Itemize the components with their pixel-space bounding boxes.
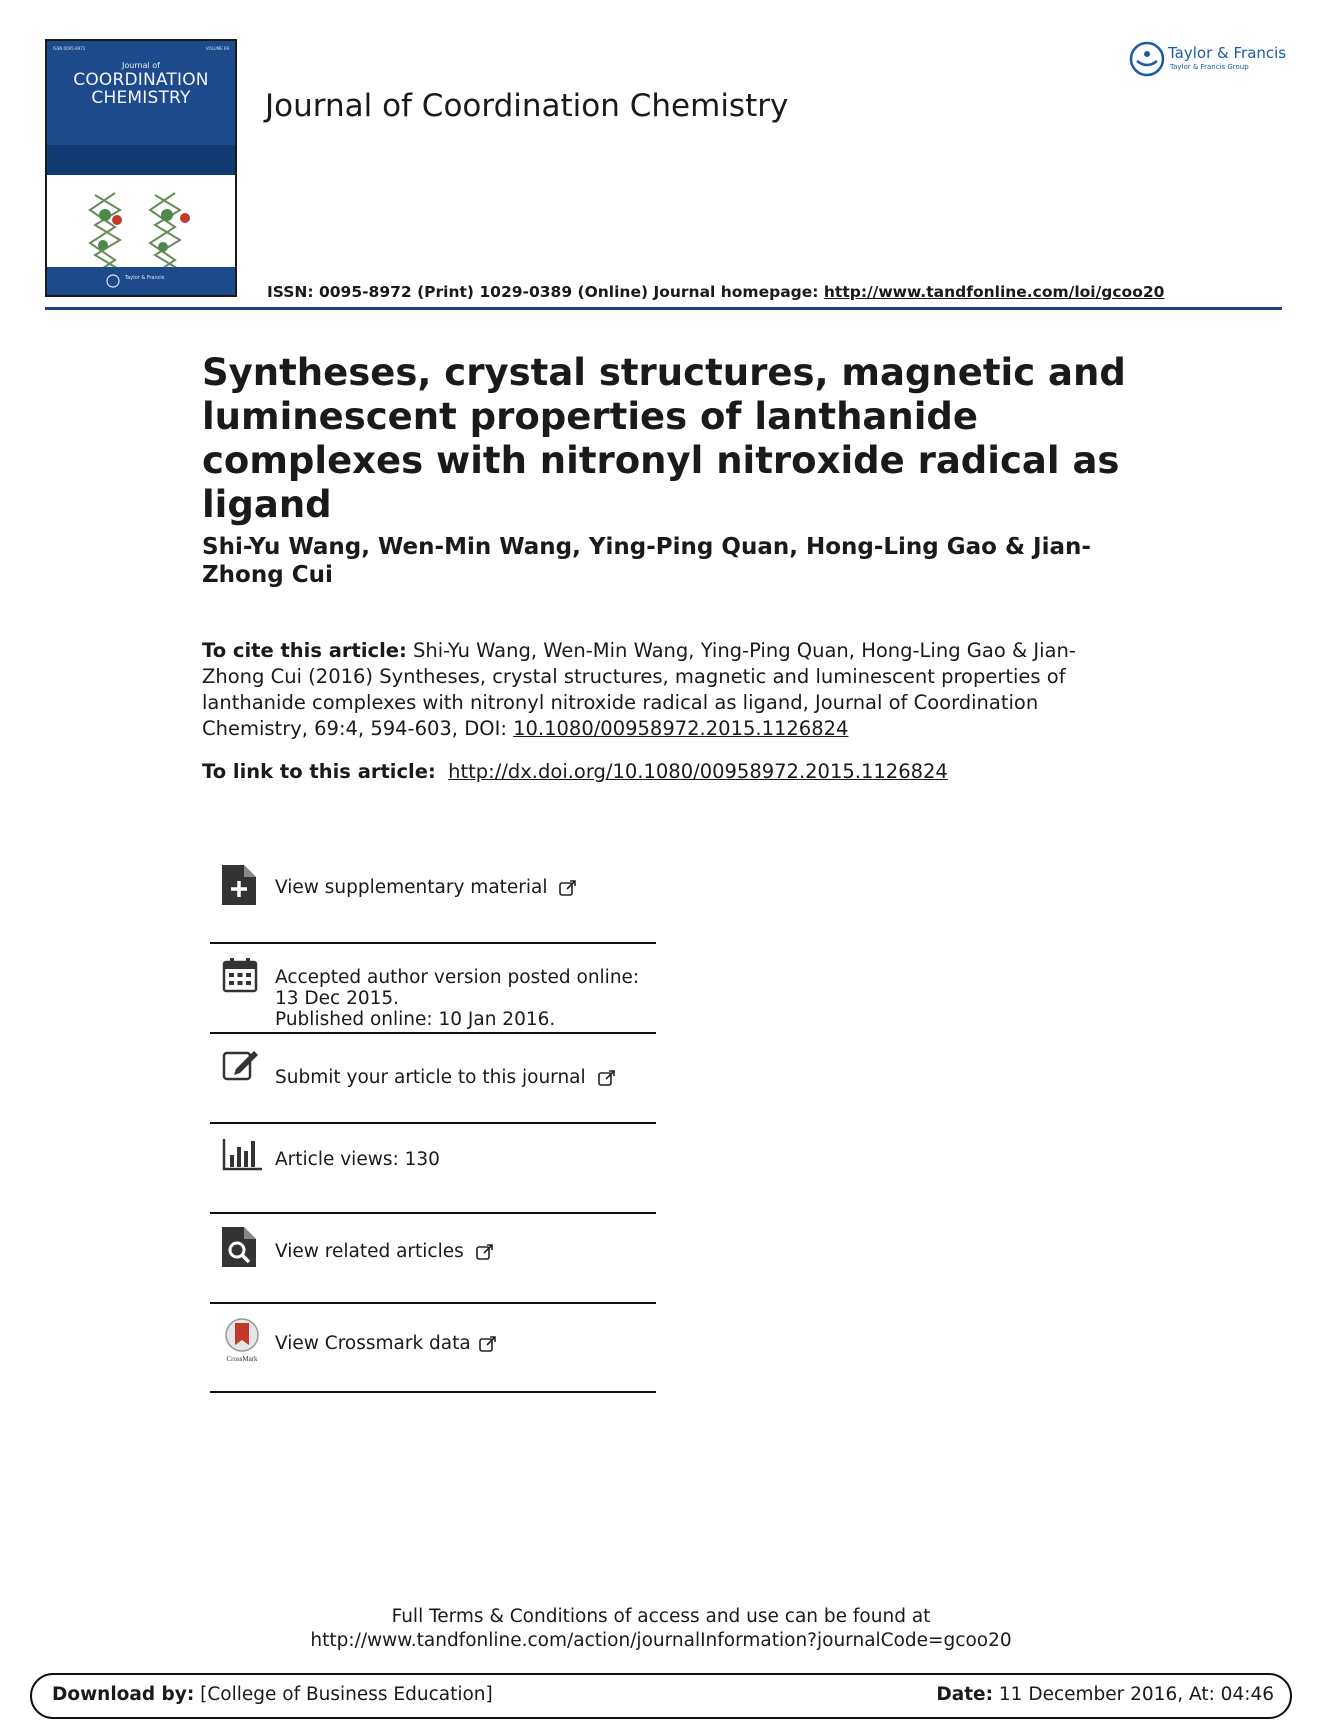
download-by (52, 1684, 493, 1705)
external-link-icon (559, 879, 577, 897)
journal-name: Journal of Coordination Chemistry (265, 88, 789, 124)
article-link-block (202, 760, 1132, 783)
crossmark-logo-text: CrossMark (226, 1355, 258, 1363)
cite-label: To cite this article: (202, 639, 407, 662)
journal-homepage-link[interactable]: http://www.tandfonline.com/loi/gcoo20 (823, 283, 1165, 301)
document-search-icon (222, 1227, 256, 1267)
info-divider (210, 1032, 656, 1034)
external-link-icon (476, 1243, 494, 1261)
journal-cover-image: ISSN 0095-8972 VOLUME 69 Journal of COORDINATION CHEMISTRY Taylor & Francis (45, 39, 237, 297)
edit-icon (222, 1047, 260, 1081)
publication-dates-item (210, 955, 656, 1030)
cite-text: Shi-Yu Wang, Wen-Min Wang, Ying-Ping Quan, Hong-Ling Gao & Jian-Zhong Cui (2016) Syntheses, crystal structures, magnetic and luminescent properties of lanthanide complexes with nitronyl nitroxide radical as ligand, Journal of Coordination Chemistry, 69:4, 594-603, DOI: (202, 639, 1076, 740)
published-date: Published online: 10 Jan 2016. (275, 1009, 556, 1030)
related-articles-item[interactable] (210, 1225, 656, 1285)
link-label: To link to this article: (202, 760, 436, 783)
submit-label: Submit your article to this journal (275, 1067, 586, 1088)
supplementary-material-item[interactable] (210, 865, 656, 925)
file-plus-icon (222, 865, 256, 905)
download-label: Download by: (52, 1684, 195, 1705)
article-authors: Shi-Yu Wang, Wen-Min Wang, Ying-Ping Quan, Hong-Ling Gao & Jian-Zhong Cui (202, 534, 1091, 588)
publisher-name: Taylor & Francis (1168, 44, 1287, 62)
taylor-francis-logo-icon (1128, 40, 1166, 78)
issn-line (267, 283, 1164, 301)
date-value: 11 December 2016, At: 04:46 (998, 1684, 1274, 1705)
download-institution: [College of Business Education] (200, 1684, 493, 1705)
crossmark-label: View Crossmark data (275, 1333, 471, 1354)
info-divider (210, 942, 656, 944)
download-date (936, 1684, 1274, 1705)
submit-article-item[interactable] (210, 1045, 656, 1105)
article-title: Syntheses, crystal structures, magnetic and luminescent properties of lanthanide complexes with nitronyl nitroxide radical as ligand (202, 351, 1126, 526)
publisher-group: Taylor & Francis Group (1170, 63, 1249, 71)
calendar-icon (222, 957, 258, 993)
crossmark-logo-icon (222, 1317, 262, 1363)
related-label: View related articles (275, 1241, 464, 1262)
doi-link[interactable]: 10.1080/00958972.2015.1126824 (513, 717, 849, 740)
info-divider (210, 1302, 656, 1304)
citation-block (202, 638, 1132, 742)
terms-line-1: Full Terms & Conditions of access and use can be found at (391, 1606, 931, 1627)
header-divider (45, 307, 1282, 310)
terms-notice (0, 1605, 1322, 1653)
info-divider (210, 1391, 656, 1393)
terms-url[interactable]: http://www.tandfonline.com/action/journalInformation?journalCode=gcoo20 (310, 1630, 1012, 1651)
info-divider (210, 1212, 656, 1214)
views-count: Article views: 130 (275, 1149, 440, 1170)
external-link-icon (598, 1069, 616, 1087)
article-views-item (210, 1135, 656, 1195)
cover-journal-of: Journal of (122, 61, 160, 70)
cover-title: COORDINATION CHEMISTRY (73, 70, 209, 108)
supplementary-label: View supplementary material (275, 877, 548, 898)
crossmark-item[interactable] (210, 1315, 656, 1375)
issn-text: ISSN: 0095-8972 (Print) 1029-0389 (Online) Journal homepage: (267, 283, 819, 301)
info-divider (210, 1122, 656, 1124)
date-label: Date: (936, 1684, 994, 1705)
article-doi-url[interactable]: http://dx.doi.org/10.1080/00958972.2015.1126824 (448, 760, 948, 783)
accepted-date: Accepted author version posted online: 13 Dec 2015. (275, 967, 640, 1009)
bar-chart-icon (222, 1137, 262, 1171)
external-link-icon (479, 1335, 497, 1353)
